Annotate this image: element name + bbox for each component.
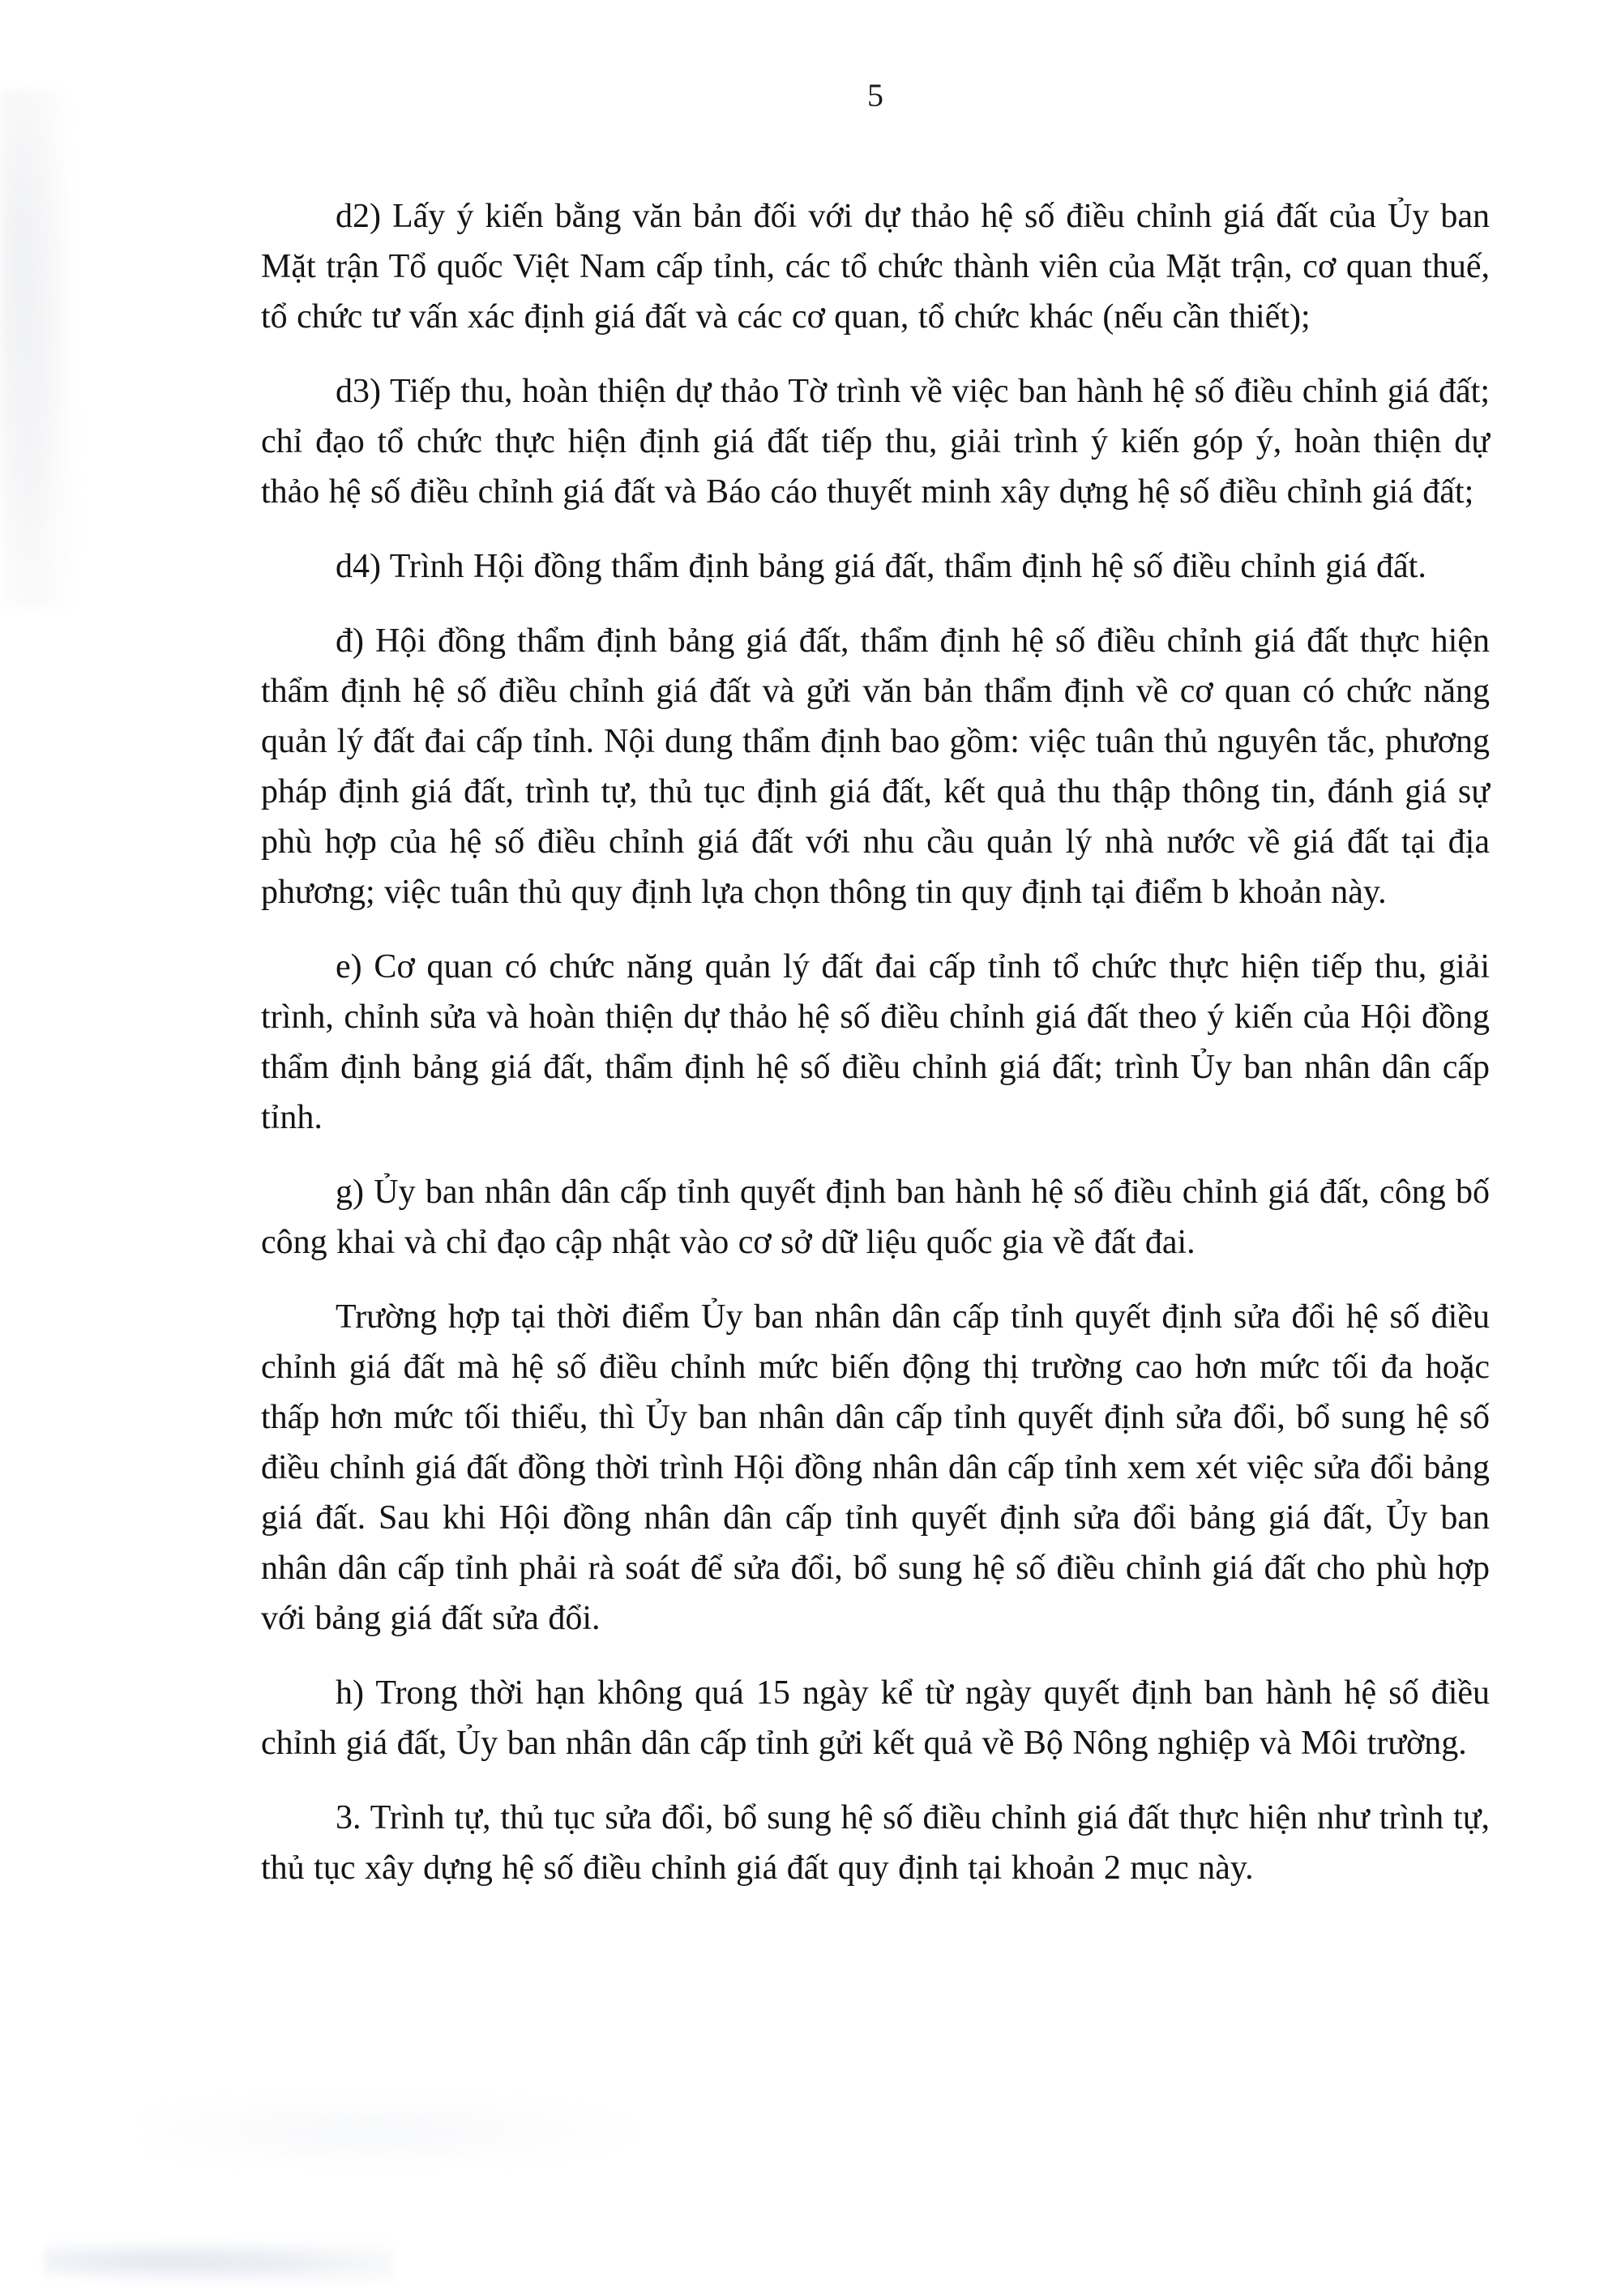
document-body [261, 191, 1490, 1918]
scan-noise-bottom-left [45, 2238, 393, 2283]
paragraph-khoan-3: 3. Trình tự, thủ tục sửa đổi, bổ sung hệ số điều chỉnh giá đất thực hiện như trình tự, thủ tục xây dựng hệ số điều chỉnh giá đất quy định tại khoản 2 mục này. [261, 1799, 1490, 1887]
scan-noise-left-edge [0, 89, 81, 608]
scan-noise-bottom-mid [146, 2091, 648, 2164]
paragraph-e: e) Cơ quan có chức năng quản lý đất đai cấp tỉnh tổ chức thực hiện tiếp thu, giải trình, chỉnh sửa và hoàn thiện dự thảo hệ số điều chỉnh giá đất theo ý kiến của Hội đồng thẩm định bảng giá đất, thẩm định hệ số điều chỉnh giá đất; trình Ủy ban nhân dân cấp tỉnh. [261, 948, 1490, 1136]
paragraph-dd: đ) Hội đồng thẩm định bảng giá đất, thẩm định hệ số điều chỉnh giá đất thực hiện thẩm định hệ số điều chỉnh giá đất và gửi văn bản thẩm định về cơ quan có chức năng quản lý đất đai cấp tỉnh. Nội dung thẩm định bao gồm: việc tuân thủ nguyên tắc, phương pháp định giá đất, trình tự, thủ tục định giá đất, kết quả thu thập thông tin, đánh giá sự phù hợp của hệ số điều chỉnh giá đất với nhu cầu quản lý nhà nước về giá đất tại địa phương; việc tuân thủ quy định lựa chọn thông tin quy định tại điểm b khoản này. [261, 622, 1490, 911]
paragraph-h: h) Trong thời hạn không quá 15 ngày kể từ ngày quyết định ban hành hệ số điều chỉnh giá đất, Ủy ban nhân dân cấp tỉnh gửi kết quả về Bộ Nông nghiệp và Môi trường. [261, 1674, 1490, 1762]
paragraph-truong-hop: Trường hợp tại thời điểm Ủy ban nhân dân cấp tỉnh quyết định sửa đổi hệ số điều chỉnh giá đất mà hệ số điều chỉnh mức biến động thị trường cao hơn mức tối đa hoặc thấp hơn mức tối thiểu, thì Ủy ban nhân dân cấp tỉnh quyết định sửa đổi, bổ sung hệ số điều chỉnh giá đất đồng thời trình Hội đồng nhân dân cấp tỉnh xem xét việc sửa đổi bảng giá đất. Sau khi Hội đồng nhân dân cấp tỉnh quyết định sửa đổi bảng giá đất, Ủy ban nhân dân cấp tỉnh phải rà soát để sửa đổi, bổ sung hệ số điều chỉnh giá đất cho phù hợp với bảng giá đất sửa đổi. [261, 1298, 1490, 1637]
page-number: 5 [867, 77, 883, 113]
paragraph-d3: d3) Tiếp thu, hoàn thiện dự thảo Tờ trình về việc ban hành hệ số điều chỉnh giá đất; chỉ đạo tổ chức thực hiện định giá đất tiếp thu, giải trình ý kiến góp ý, hoàn thiện dự thảo hệ số điều chỉnh giá đất và Báo cáo thuyết minh xây dựng hệ số điều chỉnh giá đất; [261, 373, 1490, 511]
paragraph-g: g) Ủy ban nhân dân cấp tỉnh quyết định ban hành hệ số điều chỉnh giá đất, công bố công khai và chỉ đạo cập nhật vào cơ sở dữ liệu quốc gia về đất đai. [261, 1174, 1490, 1261]
paragraph-d2: d2) Lấy ý kiến bằng văn bản đối với dự thảo hệ số điều chỉnh giá đất của Ủy ban Mặt trận Tổ quốc Việt Nam cấp tỉnh, các tổ chức thành viên của Mặt trận, cơ quan thuế, tổ chức tư vấn xác định giá đất và các cơ quan, tổ chức khác (nếu cần thiết); [261, 198, 1490, 336]
paragraph-d4: d4) Trình Hội đồng thẩm định bảng giá đất, thẩm định hệ số điều chỉnh giá đất. [336, 548, 1426, 585]
